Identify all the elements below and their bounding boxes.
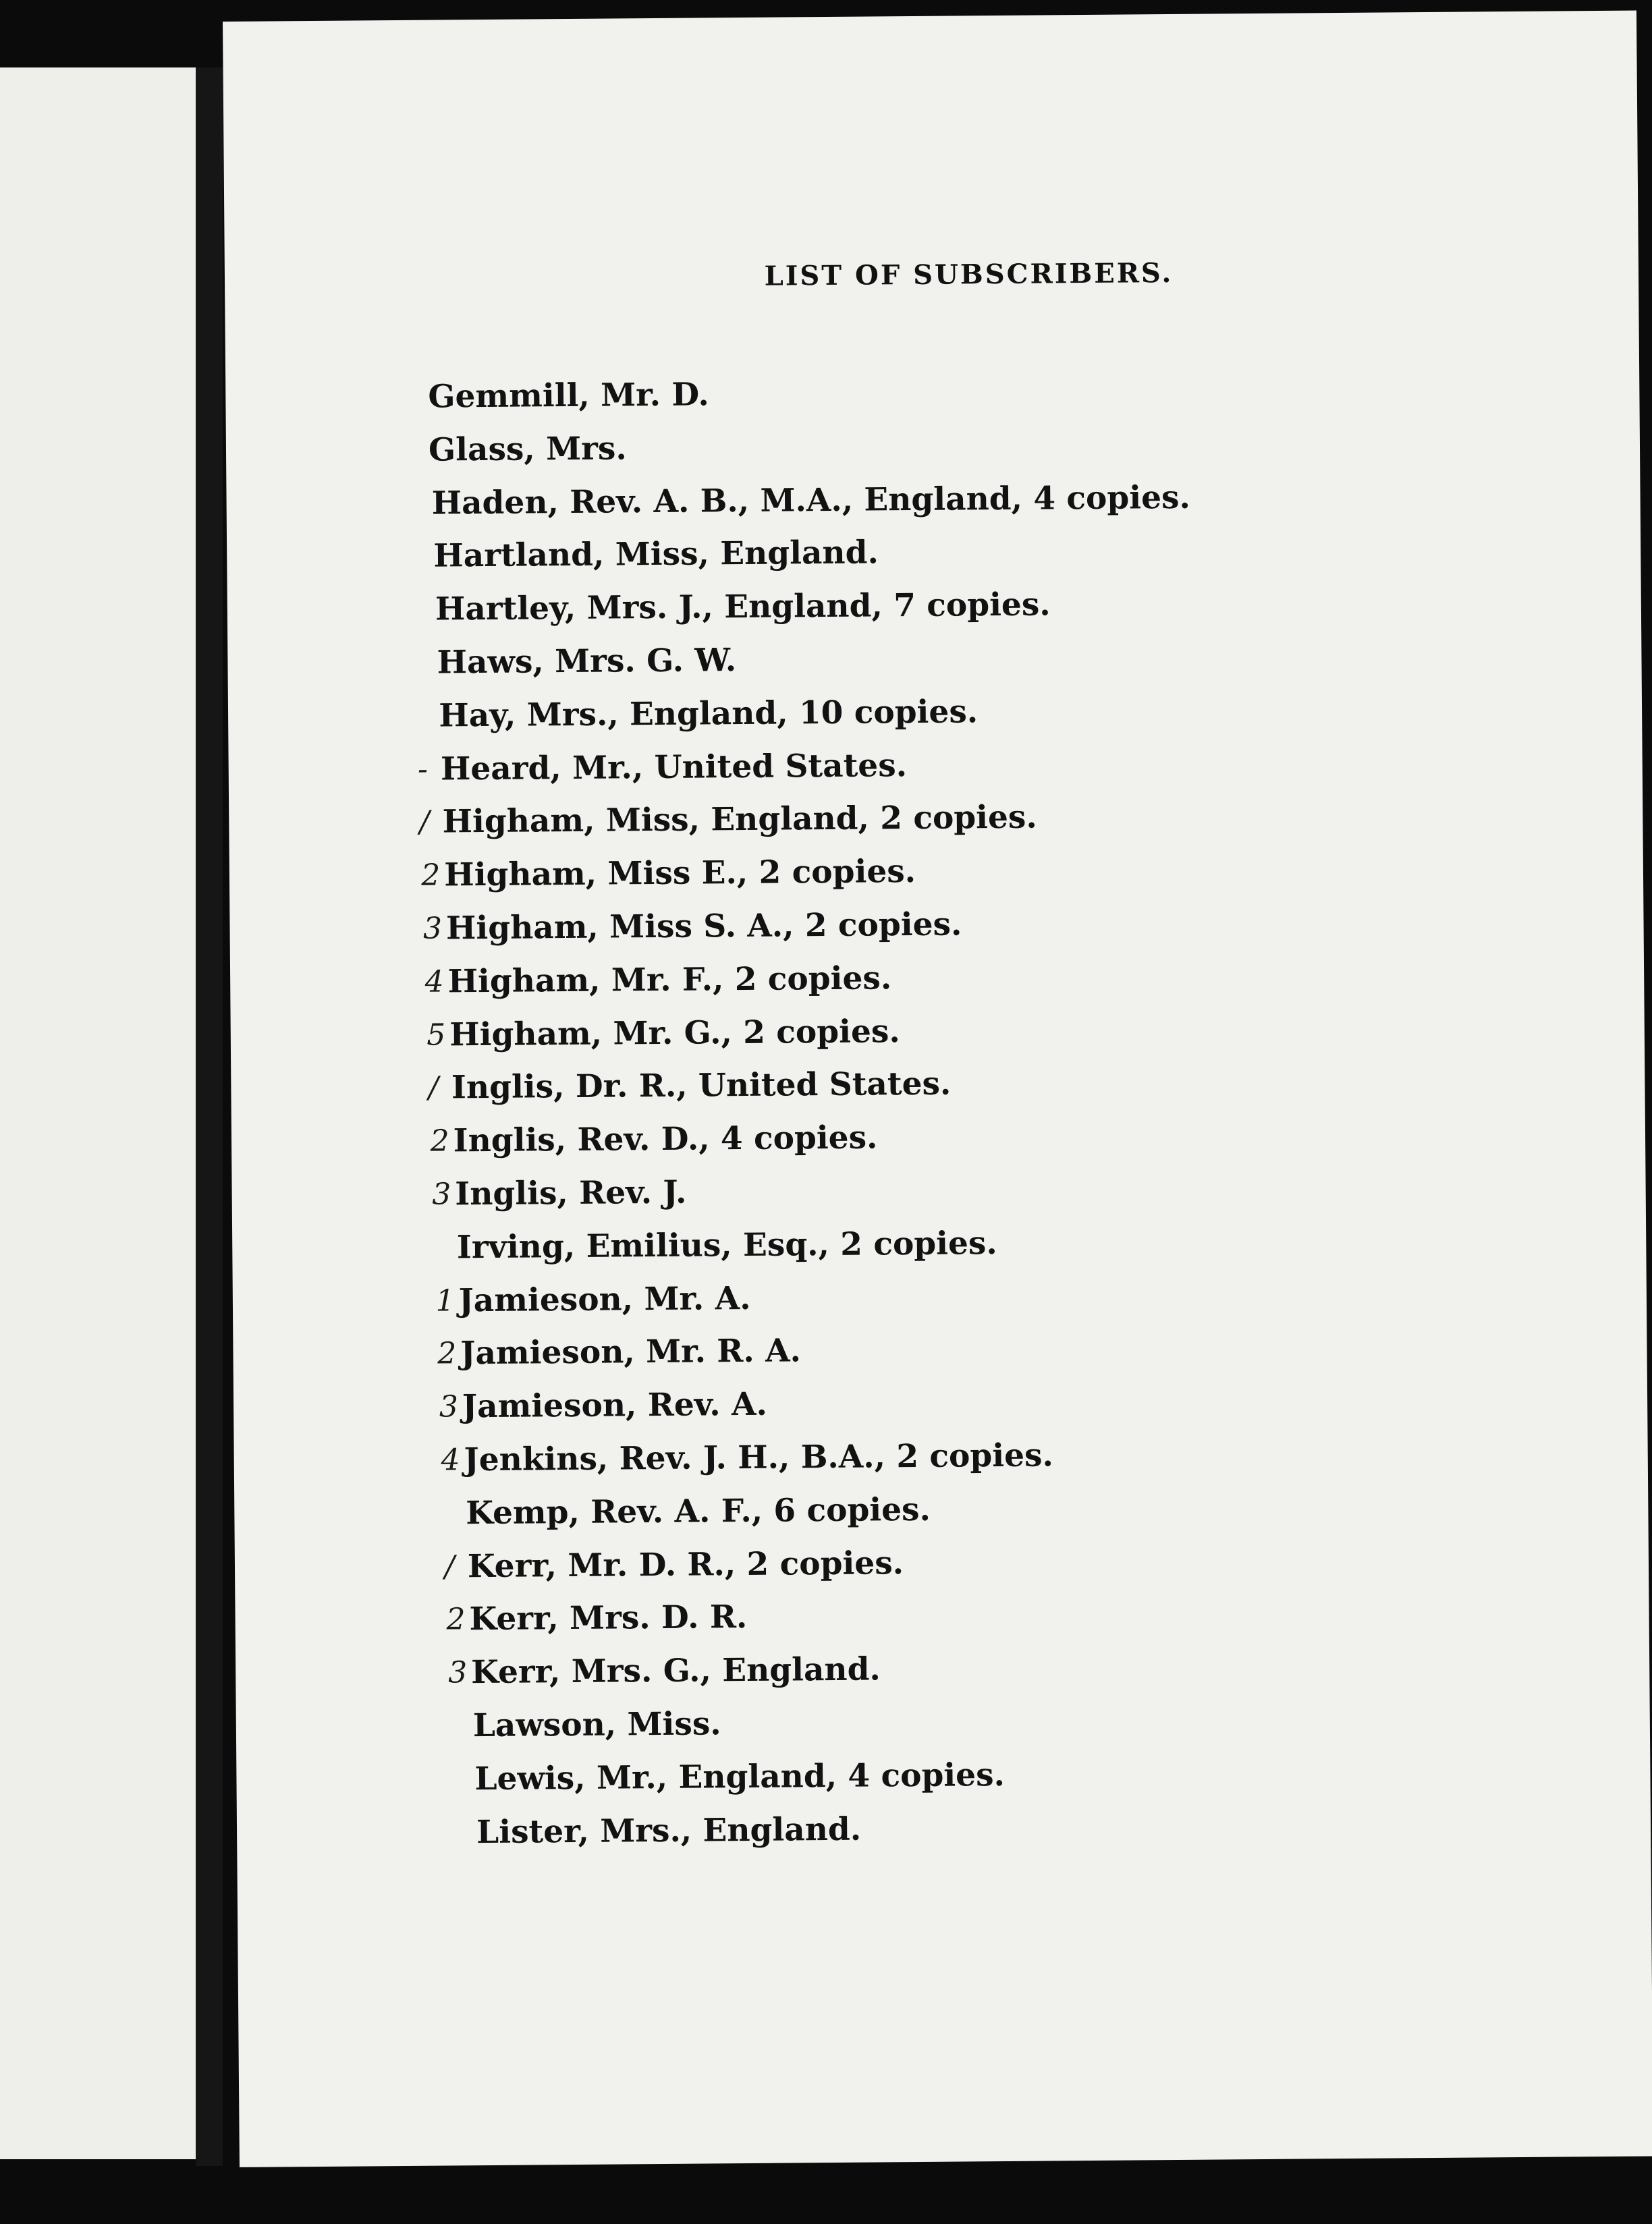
subscriber-name: Kerr, Mrs. G., England. bbox=[470, 1650, 881, 1692]
subscriber-name: Kerr, Mrs. D. R. bbox=[469, 1598, 748, 1638]
subscriber-entry bbox=[430, 1109, 1195, 1168]
subscriber-entry bbox=[424, 950, 1194, 1009]
subscriber-entry bbox=[466, 1481, 1199, 1540]
subscriber-name: Jenkins, Rev. J. H., B.A., 2 copies. bbox=[464, 1437, 1054, 1479]
subscriber-name: Lister, Mrs., England. bbox=[476, 1810, 862, 1851]
handwritten-tally-mark: 1 bbox=[435, 1283, 455, 1318]
subscriber-entry bbox=[431, 471, 1190, 530]
subscriber-entry bbox=[432, 1163, 1196, 1221]
handwritten-tally-mark: 3 bbox=[432, 1177, 451, 1212]
subscriber-entry bbox=[457, 1215, 1196, 1274]
subscriber-list-page bbox=[223, 11, 1652, 2167]
subscriber-entry bbox=[476, 1800, 1201, 1859]
subscriber-name: Gemmill, Mr. D. bbox=[428, 376, 710, 416]
subscriber-entry bbox=[422, 897, 1194, 955]
subscriber-name: Irving, Emilius, Esq., 2 copies. bbox=[456, 1224, 997, 1267]
facing-page-edge bbox=[0, 67, 196, 2159]
subscriber-entry bbox=[421, 843, 1193, 903]
subscriber-name: Inglis, Rev. J. bbox=[455, 1173, 687, 1213]
subscriber-name: Haden, Rev. A. B., M.A., England, 4 copies. bbox=[431, 478, 1191, 522]
subscriber-name: Hay, Mrs., England, 10 copies. bbox=[439, 693, 979, 735]
subscriber-entry bbox=[474, 1747, 1201, 1806]
subscriber-name: Heard, Mr., United States. bbox=[440, 746, 908, 788]
subscriber-entry bbox=[437, 631, 1192, 690]
subscriber-name: Haws, Mrs. G. W. bbox=[437, 642, 737, 682]
subscriber-entry bbox=[441, 1428, 1198, 1487]
subscriber-entry bbox=[444, 1534, 1199, 1593]
subscriber-name: Kemp, Rev. A. F., 6 copies. bbox=[465, 1491, 931, 1532]
subscriber-entry bbox=[428, 365, 1190, 424]
handwritten-tally-mark: 4 bbox=[424, 964, 444, 999]
subscriber-entry bbox=[417, 737, 1193, 796]
handwritten-tally-mark: 4 bbox=[441, 1443, 460, 1478]
subscriber-entry bbox=[439, 684, 1192, 744]
handwritten-tally-mark: / bbox=[428, 1070, 439, 1106]
subscriber-entry bbox=[473, 1694, 1201, 1753]
subscriber-list bbox=[417, 365, 1201, 1860]
subscriber-entry bbox=[446, 1588, 1199, 1646]
handwritten-tally-mark: 3 bbox=[439, 1389, 459, 1424]
page-title: LIST OF SUBSCRIBERS. bbox=[764, 256, 1174, 292]
handwritten-tally-mark: 3 bbox=[422, 911, 443, 946]
subscriber-name: Kerr, Mr. D. R., 2 copies. bbox=[467, 1544, 904, 1585]
subscriber-name: Lewis, Mr., England, 4 copies. bbox=[474, 1756, 1006, 1798]
subscriber-entry bbox=[435, 578, 1192, 637]
subscriber-entry bbox=[428, 1056, 1195, 1115]
subscriber-name: Higham, Miss E., 2 copies. bbox=[444, 853, 916, 894]
handwritten-tally-mark: - bbox=[417, 752, 429, 787]
subscriber-name: Higham, Miss, England, 2 copies. bbox=[442, 798, 1037, 841]
handwritten-tally-mark: / bbox=[444, 1549, 455, 1584]
subscriber-name: Glass, Mrs. bbox=[428, 430, 627, 469]
subscriber-entry bbox=[433, 524, 1191, 584]
subscriber-name: Inglis, Rev. D., 4 copies. bbox=[453, 1119, 878, 1160]
subscriber-name: Hartland, Miss, England. bbox=[433, 534, 879, 575]
subscriber-name: Jamieson, Rev. A. bbox=[462, 1385, 768, 1426]
subscriber-name: Higham, Mr. G., 2 copies. bbox=[449, 1012, 900, 1053]
handwritten-tally-mark: 2 bbox=[421, 858, 441, 893]
subscriber-name: Higham, Miss S. A., 2 copies. bbox=[445, 906, 962, 947]
subscriber-name: Lawson, Miss. bbox=[472, 1705, 721, 1745]
subscriber-name: Inglis, Dr. R., United States. bbox=[451, 1065, 952, 1107]
subscriber-entry bbox=[419, 790, 1193, 850]
subscriber-entry bbox=[437, 1322, 1197, 1381]
handwritten-tally-mark: 3 bbox=[447, 1655, 468, 1690]
handwritten-tally-mark: 2 bbox=[430, 1123, 449, 1159]
subscriber-entry bbox=[426, 1003, 1194, 1061]
handwritten-tally-mark: 5 bbox=[426, 1018, 446, 1053]
subscriber-name: Higham, Mr. F., 2 copies. bbox=[447, 960, 892, 1001]
book-gutter bbox=[196, 67, 223, 2166]
subscriber-entry bbox=[435, 1269, 1196, 1327]
subscriber-name: Jamieson, Mr. R. A. bbox=[460, 1332, 802, 1372]
handwritten-tally-mark: 2 bbox=[437, 1336, 457, 1371]
subscriber-name: Hartley, Mrs. J., England, 7 copies. bbox=[435, 586, 1051, 628]
subscriber-name: Jamieson, Mr. A. bbox=[458, 1279, 751, 1319]
subscriber-entry bbox=[447, 1641, 1200, 1700]
subscriber-entry bbox=[429, 418, 1190, 478]
handwritten-tally-mark: 2 bbox=[446, 1602, 466, 1637]
handwritten-tally-mark: / bbox=[419, 805, 430, 840]
subscriber-entry bbox=[439, 1375, 1198, 1434]
